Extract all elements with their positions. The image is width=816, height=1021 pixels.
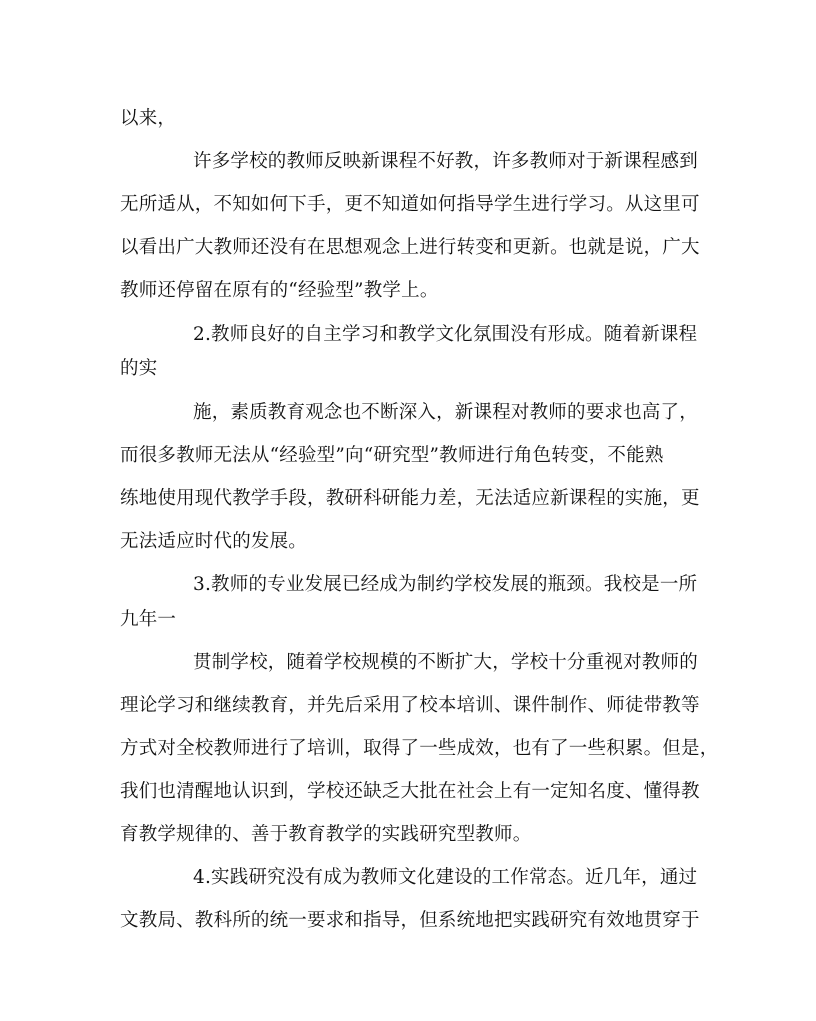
text-line: 2.教师良好的自主学习和教学文化氛围没有形成。随着新课程: [193, 324, 698, 345]
text-line: 无法适应时代的发展。: [120, 531, 308, 552]
text-line: 九年一: [120, 609, 177, 630]
text-line: 我们也清醒地认识到，学校还缺乏大批在社会上有一定知名度、懂得教: [120, 781, 700, 802]
text-line: 无所适从，不知如何下手，更不知道如何指导学生进行学习。从这里可: [120, 194, 700, 215]
text-line: 练地使用现代教学手段，教研科研能力差，无法适应新课程的实施，更: [120, 488, 700, 509]
text-line: 的实: [120, 358, 158, 379]
text-line: 而很多教师无法从“经验型”向“研究型”教师进行角色转变，不能熟: [120, 445, 664, 466]
text-line: 许多学校的教师反映新课程不好教，许多教师对于新课程感到: [193, 151, 698, 172]
text-line: 施，素质教育观念也不断深入，新课程对教师的要求也高了，: [193, 402, 698, 423]
text-line: 贯制学校，随着学校规模的不断扩大，学校十分重视对教师的: [193, 652, 698, 673]
text-line: 育教学规律的、善于教育教学的实践研究型教师。: [120, 824, 532, 845]
text-line: 以来，: [120, 108, 177, 129]
text-line: 以看出广大教师还没有在思想观念上进行转变和更新。也就是说，广大: [120, 237, 700, 258]
text-line: 方式对全校教师进行了培训，取得了一些成效，也有了一些积累。但是，: [120, 738, 719, 759]
text-line: 3.教师的专业发展已经成为制约学校发展的瓶颈。我校是一所: [193, 574, 698, 595]
text-line: 教师还停留在原有的“经验型”教学上。: [120, 280, 439, 301]
text-line: 4.实践研究没有成为教师文化建设的工作常态。近几年，通过: [193, 867, 698, 888]
text-line: 文教局、教科所的统一要求和指导，但系统地把实践研究有效地贯穿于: [120, 910, 700, 931]
text-line: 理论学习和继续教育，并先后采用了校本培训、课件制作、师徒带教等: [120, 695, 700, 716]
